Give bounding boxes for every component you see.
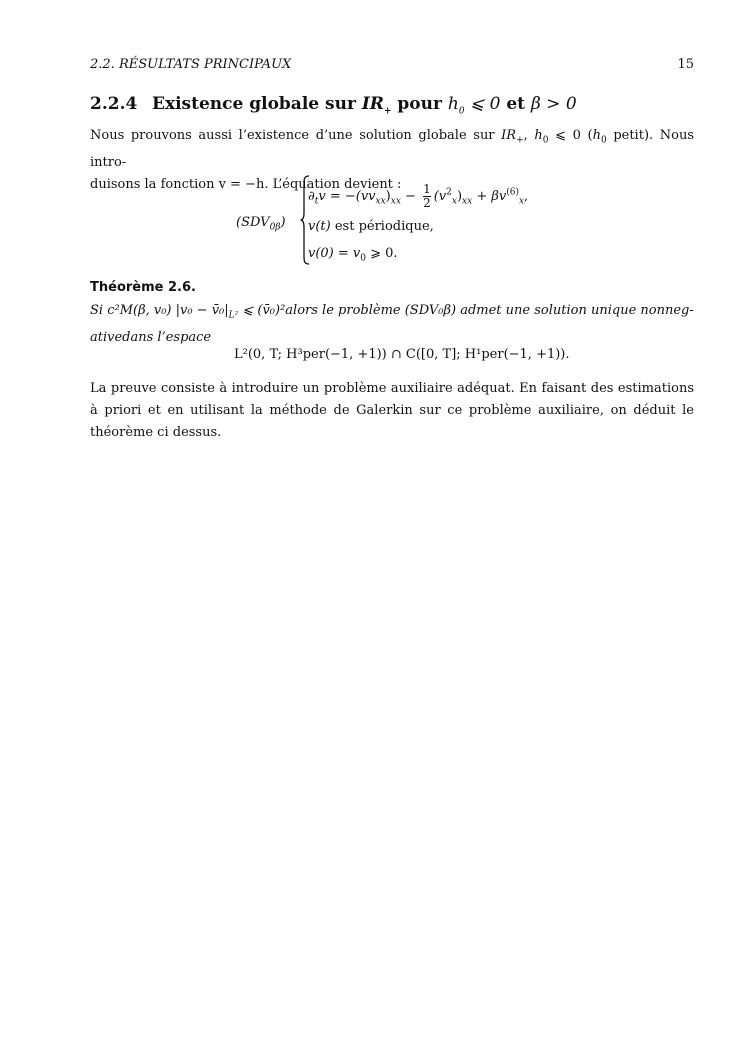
equation-line-1: $\partial_tv = -(vv_{xx})_{xx} - \frac{1}{2} (v^2_x)_{xx} + \beta v^{(6)}_x$, bbox=[308, 182, 529, 210]
equation-system bbox=[236, 175, 636, 267]
intro-line1-comma: , bbox=[523, 128, 535, 143]
running-header bbox=[90, 57, 694, 72]
conclusion-paragraph: La preuve consiste à introduire un problème auxiliaire adéquat. En faisant des estimations à priori et en utilisant la méthode de Galerkin sur ce problème auxiliaire, on déduit le théorème ci dessus. bbox=[90, 381, 694, 440]
section-title-h-sub: 0 bbox=[458, 106, 465, 117]
section-title-text: Existence globale sur bbox=[152, 94, 362, 114]
page-number: 15 bbox=[677, 57, 694, 72]
intro-line1-R: IR bbox=[501, 128, 517, 143]
section-title-h: h bbox=[447, 94, 459, 114]
section-title-et: et bbox=[500, 94, 531, 114]
section-title-plus: + bbox=[383, 106, 392, 117]
section-title-R: IR bbox=[361, 94, 384, 114]
running-title: 2.2. RÉSULTATS PRINCIPAUX bbox=[90, 57, 292, 72]
intro-line1-h-sub: 0 bbox=[542, 135, 549, 146]
section-number: 2.2.4 bbox=[90, 94, 138, 114]
section-heading bbox=[90, 94, 577, 116]
intro-line1-f: ⩽ 0 ( bbox=[548, 128, 593, 143]
theorem-heading: Théorème 2.6. bbox=[90, 280, 196, 295]
section-title-cond1: ⩽ 0 bbox=[464, 94, 501, 114]
intro-line2: duisons la fonction v = −h. L’équation devient : bbox=[90, 176, 402, 192]
equation-line-2: v(t) est périodique, bbox=[308, 219, 434, 234]
intro-line1-i: petit). Nous intro- bbox=[90, 128, 695, 170]
intro-line1-h2: h bbox=[592, 128, 601, 143]
equation-line-3: $v(0) = v_0$ ⩾ 0. bbox=[308, 246, 398, 264]
system-label: $(SDV_{0\beta})$ bbox=[236, 215, 286, 233]
intro-line1-plus: + bbox=[516, 135, 524, 146]
intro-line1-h2-sub: 0 bbox=[600, 135, 607, 146]
fraction-one-half: $\frac{1}{2}$ bbox=[423, 182, 431, 210]
section-title-pour: pour bbox=[391, 94, 448, 114]
intro-line1-h: h bbox=[534, 128, 543, 143]
intro-line1-a: Nous prouvons aussi l’existence d’une solution globale sur bbox=[90, 128, 502, 143]
section-title-cond2: β > 0 bbox=[530, 94, 577, 114]
theorem-body: Si c²M(β, v₀) $|v_0 - v̄_0|_{L^2}$ ⩽ (v̄₀)²alors le problème (SDV₀β) admet une solution unique nonneg- ativedans l’espace bbox=[90, 303, 694, 345]
function-space: L²(0, T; H³per(−1, +1)) ∩ C([0, T]; H¹per(−1, +1)). bbox=[234, 347, 570, 362]
